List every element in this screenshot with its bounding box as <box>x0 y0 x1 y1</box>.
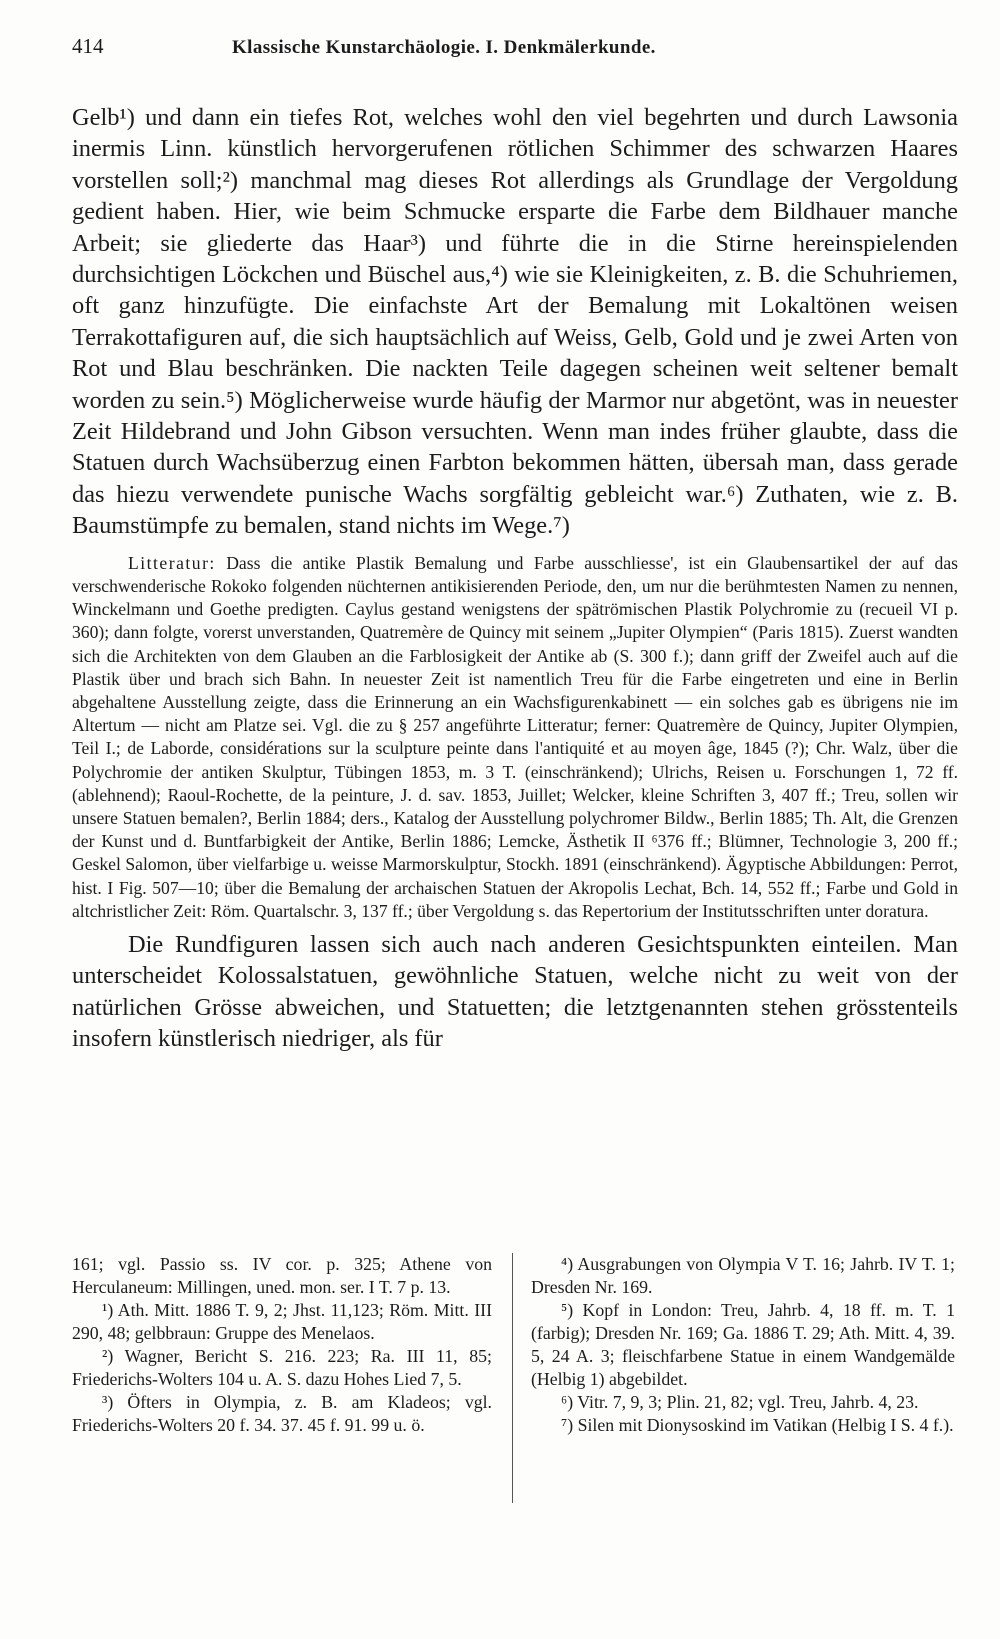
footnote: ¹) Ath. Mitt. 1886 T. 9, 2; Jhst. 11,123; Röm. Mitt. III 290, 48; gelbbraun: Gruppe des Menelaos. <box>72 1300 492 1343</box>
footnote: ³) Öfters in Olympia, z. B. am Kladeos; vgl. Friederichs-Wolters 20 f. 34. 37. 45 f. 91. 99 u. ö. <box>72 1392 492 1435</box>
page-number: 414 <box>72 34 104 58</box>
footnote: ⁶) Vitr. 7, 9, 3; Plin. 21, 82; vgl. Treu, Jahrb. 4, 23. <box>561 1392 919 1412</box>
main-text-continued <box>72 929 958 1055</box>
footnote: ²) Wagner, Bericht S. 216. 223; Ra. III 11, 85; Friederichs-Wolters 104 u. A. S. dazu Hohes Lied 7, 5. <box>72 1346 492 1389</box>
footnotes-right-column <box>531 1253 955 1503</box>
paragraph: Die Rundfiguren lassen sich auch nach anderen Gesichtspunkten einteilen. Man unterscheidet Kolossalstatuen, gewöhnliche Statuen, welche nicht zu weit von der natürlichen Grösse abweichen, und Statuetten; die letztgenannten stehen grösstenteils insofern künstlerisch niedriger, als für <box>72 930 958 1053</box>
running-head <box>72 34 958 68</box>
main-text <box>72 102 958 542</box>
footnotes <box>72 1253 958 1503</box>
paragraph: Gelb¹) und dann ein tiefes Rot, welches wohl den viel begehrten und durch Lawsonia inermis Linn. künstlich hervorgerufenen rötlichen Schimmer des schwarzen Haares vorstellen soll;²) manchmal mag dieses Rot allerdings als Grundlage der Vergoldung gedient haben. Hier, wie beim Schmucke ersparte die Farbe dem Bildhauer manche Arbeit; sie gliederte das Haar³) und führte die in die Stirne hereinspielenden durchsichtigen Löckchen und Büschel aus,⁴) wie sie Kleinigkeiten, z. B. die Schuhriemen, oft ganz hinzufügte. Die einfachste Art der Bemalung mit Lokaltönen weisen Terrakottafiguren auf, die sich hauptsächlich auf Weiss, Gelb, Gold und je zwei Arten von Rot und Blau beschränken. Die nackten Teile dagegen scheinen weit seltener bemalt worden zu sein.⁵) Möglicherweise wurde häufig der Marmor nur abgetönt, was in neuester Zeit Hildebrand und John Gibson versuchten. Wenn man indes früher glaubte, dass die Statuen durch Wachsüberzug einen Farbton bekommen hätten, übersah man, dass gerade das hiezu verwendete punische Wachs sorgfältig gebleicht war.⁶) Zuthaten, wie z. B. Baumstümpfe zu bemalen, stand nichts im Wege.⁷) <box>72 104 958 540</box>
page <box>72 34 958 1055</box>
literature-paragraph <box>72 552 958 923</box>
literature-text: Dass die antike Plastik Bemalung und Farbe ausschliesse', ist ein Glaubensartikel der auf das verschwenderische Rokoko folgenden nüchternen antikisierenden Periode, den, um nur die berühmtesten Namen zu nennen, Winckelmann und Goethe predigten. Caylus gestand wenigstens der spätrömischen Plastik Polychromie zu (recueil VI p. 360); dann folgte, vorerst unverstanden, Quatremère de Quincy mit seinem „Jupiter Olympien“ (Paris 1815). Zuerst wandten sich die Architekten von dem Glauben an die Farblosigkeit der Antike ab (S. 300 f.); dann griff der Zweifel auch auf die Plastik über und brach sich Bahn. In neuester Zeit ist namentlich Treu für die Farbe eingetreten und eine in Berlin abgehaltene Ausstellung zeigte, dass die Erinnerung an ein Wachsfigurenkabinett — ein solches gab es übrigens nie im Altertum — nicht am Platze sei. Vgl. die zu § 257 angeführte Litteratur; ferner: Quatremère de Quincy, Jupiter Olympien, Teil I.; de Laborde, considérations sur la sculpture peinte dans l'antiquité et au moyen âge, 1845 (?); Chr. Walz, über die Polychromie der antiken Skulptur, Tübingen 1853, m. 3 T. (einschränkend); Ulrichs, Reisen u. Forschungen 1, 72 ff. (ablehnend); Raoul-Rochette, de la peinture, J. d. sav. 1853, Juillet; Welcker, kleine Schriften 3, 407 ff.; Treu, sollen wir unsere Statuen bemalen?, Berlin 1884; ders., Katalog der Ausstellung polychromer Bildw., Berlin 1885; Th. Alt, die Grenzen der Kunst und d. Buntfarbigkeit der Antike, Berlin 1886; Lemcke, Ästhetik II ⁶376 ff.; Blümner, Technologie 3, 200 ff.; Geskel Salomon, über vielfarbige u. weisse Marmorskulptur, Stockh. 1891 (einschränkend). Ägyptische Abbildungen: Perrot, hist. I Fig. 507—10; über die Bemalung der archaischen Statuen der Akropolis Lechat, Bch. 14, 552 ff.; Farbe und Gold in altchristlicher Zeit: Röm. Quartalschr. 3, 137 ff.; über Vergoldung s. das Repertorium der Institutsschriften unter doratura. <box>72 552 958 921</box>
footnote: ⁴) Ausgrabungen von Olympia V T. 16; Jahrb. IV T. 1; Dresden Nr. 169. <box>531 1254 955 1297</box>
literature-section <box>72 552 958 923</box>
footnote: 161; vgl. Passio ss. IV cor. p. 325; Athene von Herculaneum: Millingen, uned. mon. ser. I T. 7 p. 13. <box>72 1254 492 1297</box>
footnote: ⁵) Kopf in London: Treu, Jahrb. 4, 18 ff. m. T. 1 (farbig); Dresden Nr. 169; Ga. 1886 T. 29; Ath. Mitt. 4, 39. 5, 24 A. 3; fleischfarbene Statue in einem Wandgemälde (Helbig 1) abgebildet. <box>531 1300 955 1389</box>
running-title: Klassische Kunstarchäologie. I. Denkmälerkunde. <box>232 37 656 58</box>
literature-label: Litteratur: <box>128 552 216 573</box>
footnote: ⁷) Silen mit Dionysoskind im Vatikan (Helbig I S. 4 f.). <box>561 1415 954 1435</box>
footnotes-left-column <box>72 1253 492 1503</box>
column-divider <box>512 1253 513 1503</box>
